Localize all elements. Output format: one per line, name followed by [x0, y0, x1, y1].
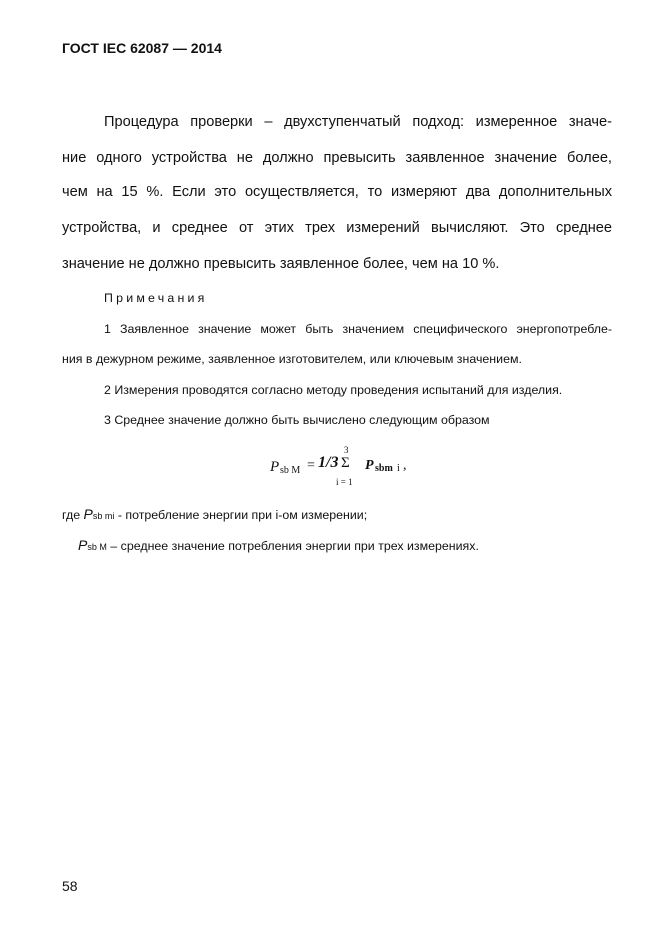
- formula-lhs-subscript: sb M: [280, 465, 301, 476]
- note-1-line-2: ния в дежурном режиме, заявленное изготовителем, или ключевым значением.: [62, 352, 522, 366]
- definition-1-text: - потребление энергии при i-ом измерении;: [114, 508, 368, 522]
- definition-2-text: – среднее значение потребления энергии при трех измерениях.: [106, 539, 479, 553]
- formula-term-index: i: [397, 463, 400, 474]
- definition-1: [62, 506, 367, 522]
- note-2: 2 Измерения проводятся согласно методу проведения испытаний для изделия.: [104, 383, 563, 397]
- document-header: ГОСТ IEC 62087 — 2014: [62, 40, 222, 56]
- paragraph-line-5: значение не должно превысить заявленное более, чем на 10 %.: [62, 256, 500, 272]
- paragraph-line-2: ние одного устройства не должно превысить заявленное значение более,: [62, 150, 612, 166]
- formula-term-symbol: P: [365, 458, 374, 473]
- formula-sum-symbol: Σ: [341, 455, 350, 471]
- definition-2-symbol: P: [78, 537, 88, 553]
- definition-2-subscript: sb M: [87, 542, 107, 552]
- note-3: 3 Среднее значение должно быть вычислено следующим образом: [104, 413, 490, 427]
- formula-sum-upper: 3: [344, 445, 349, 455]
- formula-term-subscript: sbm: [375, 463, 393, 474]
- note-1-line-1: 1 Заявленное значение может быть значением специфического энергопотребле-: [104, 322, 612, 336]
- paragraph-line-4: устройства, и среднее от этих трех измерений вычисляют. Это среднее: [62, 220, 612, 236]
- paragraph-line-3: чем на 15 %. Если это осуществляется, то измеряют два дополнительных: [62, 184, 612, 200]
- formula-trailing-comma: ,: [403, 458, 407, 473]
- paragraph-line-1: Процедура проверки – двухступенчатый подход: измеренное значе-: [104, 114, 612, 130]
- formula-fraction: 1/3: [318, 454, 339, 471]
- formula-sum-lower: i = 1: [336, 477, 353, 487]
- formula-equals: =: [307, 458, 315, 473]
- page-number: 58: [62, 878, 78, 894]
- formula-lhs-symbol: P: [270, 459, 280, 475]
- notes-heading: Примечания: [104, 291, 208, 305]
- definition-2: [78, 537, 479, 553]
- average-formula: [270, 445, 420, 492]
- definition-1-symbol: P: [83, 506, 93, 522]
- definition-1-subscript: sb mi: [92, 511, 115, 521]
- definition-1-prefix: где: [62, 508, 84, 522]
